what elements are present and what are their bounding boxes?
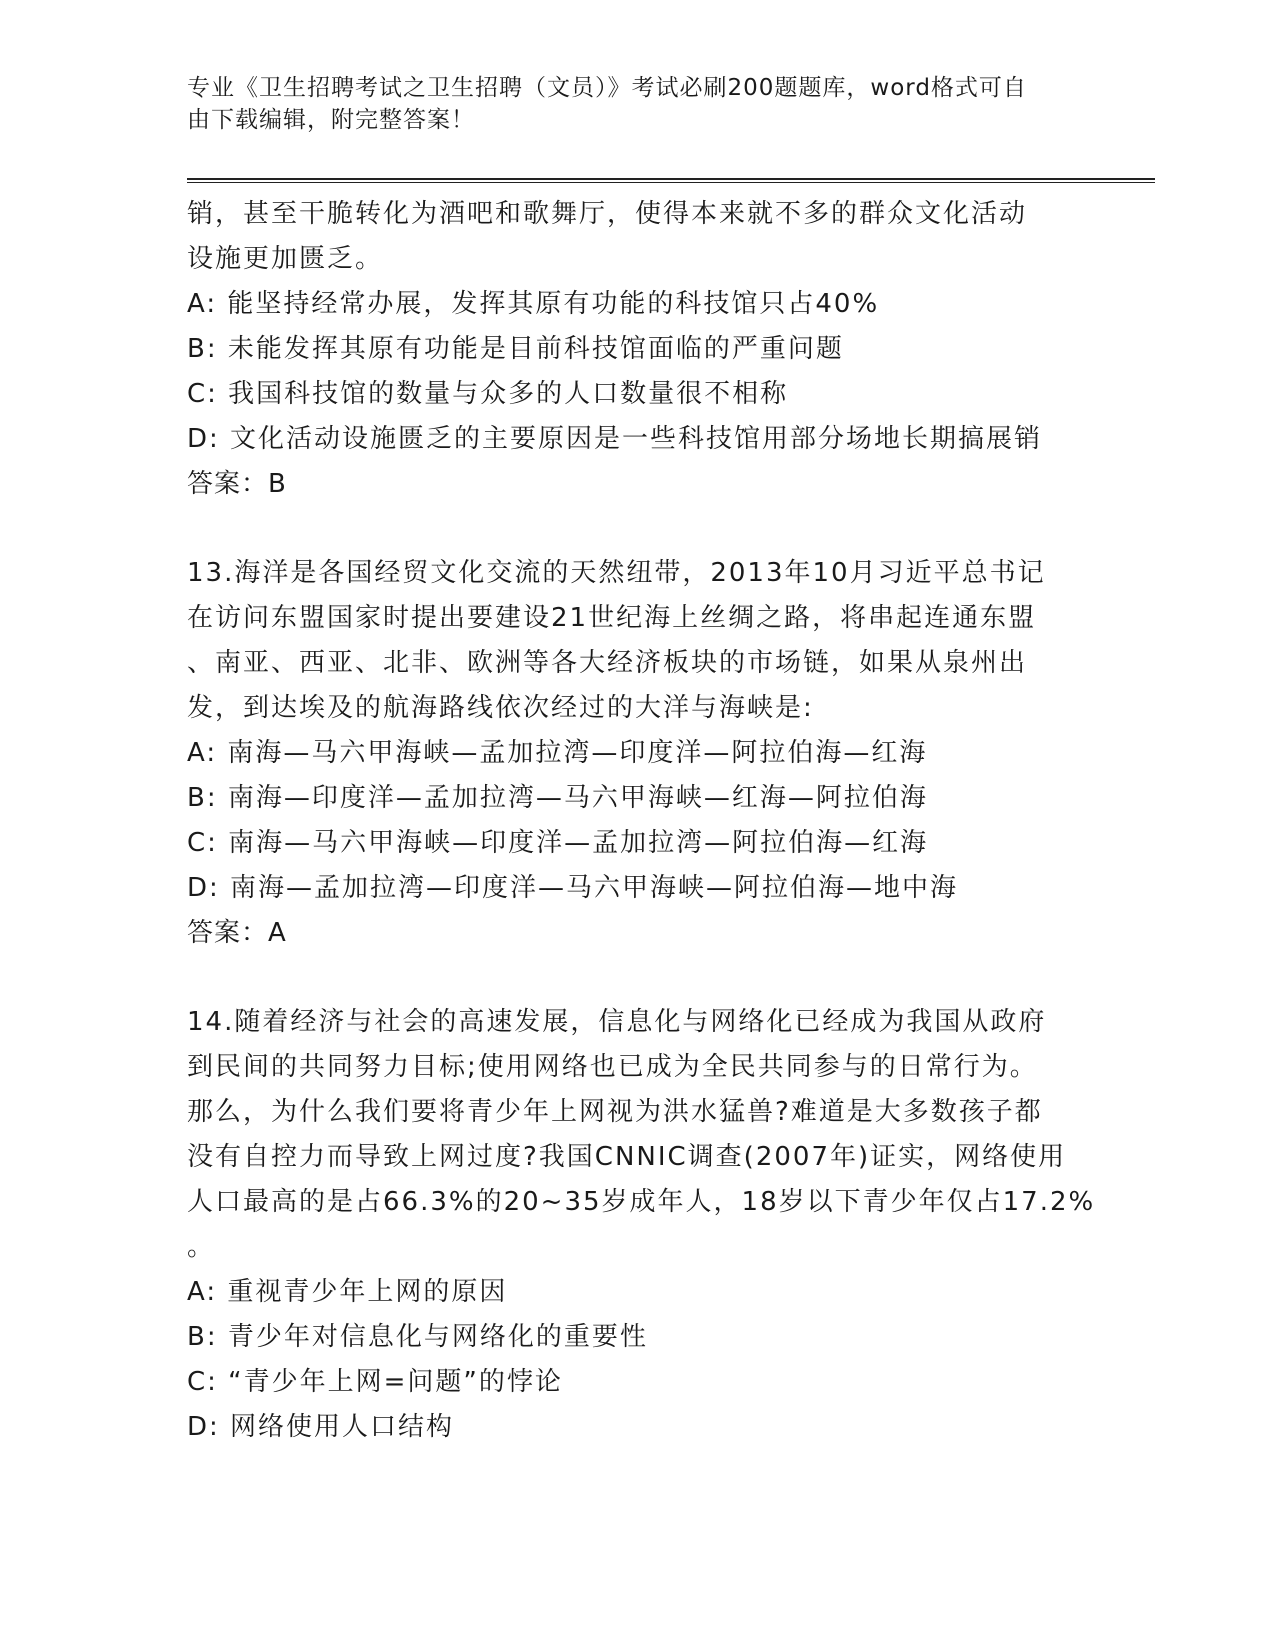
question-14-stem-line-6: 。 (187, 1232, 216, 1262)
question-13-stem-line-2: 在访问东盟国家时提出要建设21世纪海上丝绸之路，将串起连通东盟 (187, 603, 1037, 633)
question-12-continuation-1: 销，甚至干脆转化为酒吧和歌舞厅，使得本来就不多的群众文化活动 (187, 199, 1028, 229)
question-12-continuation-2: 设施更加匮乏。 (187, 244, 384, 274)
question-14-stem-line-4: 没有自控力而导致上网过度?我国CNNIC调查(2007年)证实，网络使用 (187, 1142, 1067, 1172)
header-title-line-1: 专业《卫生招聘考试之卫生招聘（文员）》考试必刷200题题库，word格式可自 (187, 75, 1027, 101)
question-13-stem-line-1: 13.海洋是各国经贸文化交流的天然纽带，2013年10月习近平总书记 (187, 558, 1046, 588)
question-14-option-c: C: “青少年上网=问题”的悖论 (187, 1367, 563, 1397)
header-title-line-2: 由下载编辑，附完整答案！ (187, 107, 475, 133)
question-13-option-b: B: 南海—印度洋—孟加拉湾—马六甲海峡—红海—阿拉伯海 (187, 783, 928, 813)
spacer (187, 507, 1087, 551)
question-12-block (187, 192, 1087, 507)
question-13-stem-line-4: 发，到达埃及的航海路线依次经过的大洋与海峡是: (187, 693, 814, 723)
question-13-block (187, 551, 1087, 956)
question-14-stem-line-1: 14.随着经济与社会的高速发展，信息化与网络化已经成为我国从政府 (187, 1007, 1047, 1037)
question-13-option-a: A: 南海—马六甲海峡—孟加拉湾—印度洋—阿拉伯海—红海 (187, 738, 928, 768)
question-14-stem-line-2: 到民间的共同努力目标;使用网络也已成为全民共同参与的日常行为。 (187, 1052, 1038, 1082)
question-13-answer: 答案：A (187, 918, 287, 948)
question-12-option-d: D: 文化活动设施匮乏的主要原因是一些科技馆用部分场地长期搞展销 (187, 424, 1043, 454)
question-14-stem-line-5: 人口最高的是占66.3%的20~35岁成年人，18岁以下青少年仅占17.2% (187, 1187, 1096, 1217)
question-14-stem-line-3: 那么，为什么我们要将青少年上网视为洪水猛兽?难道是大多数孩子都 (187, 1097, 1043, 1127)
spacer (187, 956, 1087, 1000)
question-12-option-c: C: 我国科技馆的数量与众多的人口数量很不相称 (187, 379, 789, 409)
question-12-option-b: B: 未能发挥其原有功能是目前科技馆面临的严重问题 (187, 334, 844, 364)
question-13-stem-line-3: 、南亚、西亚、北非、欧洲等各大经济板块的市场链，如果从泉州出 (187, 648, 1028, 678)
question-13-option-c: C: 南海—马六甲海峡—印度洋—孟加拉湾—阿拉伯海—红海 (187, 828, 929, 858)
question-content (187, 192, 1096, 1450)
question-14-option-b: B: 青少年对信息化与网络化的重要性 (187, 1322, 648, 1352)
question-14-option-a: A: 重视青少年上网的原因 (187, 1277, 508, 1307)
page-header (187, 72, 1067, 136)
header-divider (187, 178, 1155, 183)
question-12-answer: 答案：B (187, 469, 287, 499)
question-13-option-d: D: 南海—孟加拉湾—印度洋—马六甲海峡—阿拉伯海—地中海 (187, 873, 959, 903)
question-14-block (187, 1000, 1096, 1450)
question-14-option-d: D: 网络使用人口结构 (187, 1412, 455, 1442)
question-12-option-a: A: 能坚持经常办展，发挥其原有功能的科技馆只占40% (187, 289, 880, 319)
